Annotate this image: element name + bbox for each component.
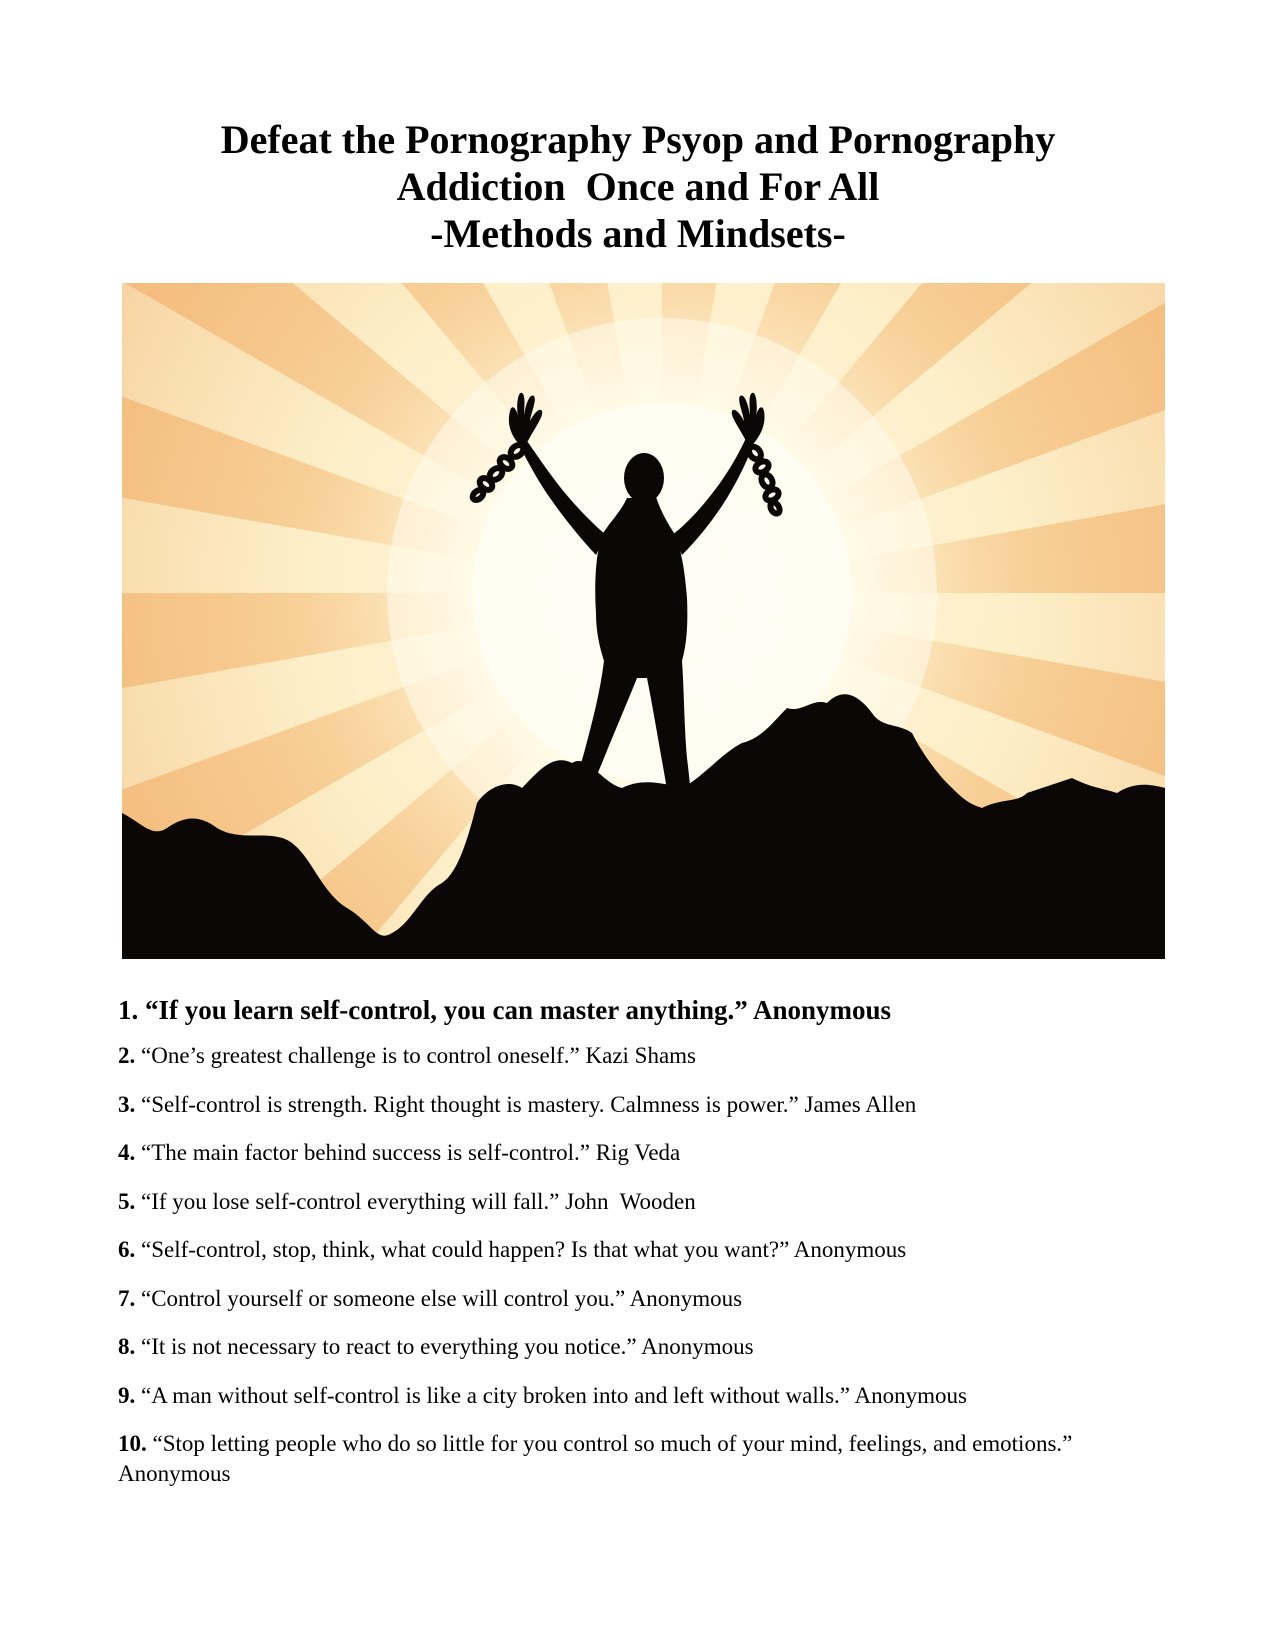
- quote-text: “The main factor behind success is self-control.” Rig Veda: [135, 1140, 681, 1165]
- hero-image: [122, 283, 1165, 959]
- quote-number: 9.: [118, 1382, 136, 1408]
- quote-item-8: [118, 1332, 1178, 1362]
- quote-item-2: [118, 1041, 1178, 1071]
- quote-item-7: [118, 1284, 1178, 1314]
- quote-item-4: [118, 1138, 1178, 1168]
- title-line-3: -Methods and Mindsets-: [430, 211, 846, 256]
- title-line-1: Defeat the Pornography Psyop and Pornography: [220, 117, 1056, 162]
- quote-number: 3.: [118, 1091, 136, 1117]
- quote-item-6: [118, 1235, 1178, 1265]
- quote-item-10: [118, 1429, 1178, 1489]
- quote-number: 10.: [118, 1431, 147, 1456]
- quote-number: 5.: [118, 1188, 136, 1214]
- quotes-list: [118, 994, 1178, 1508]
- quote-item-5: [118, 1187, 1178, 1217]
- quote-item-3: [118, 1090, 1178, 1120]
- quote-item-1: [118, 994, 1178, 1026]
- quote-number: 6.: [118, 1237, 136, 1262]
- page-title: [118, 116, 1158, 257]
- quote-text: “It is not necessary to react to everything you notice.” Anonymous: [135, 1334, 754, 1359]
- quote-number: 4.: [118, 1140, 136, 1165]
- quote-number: 8.: [118, 1334, 136, 1359]
- title-line-2: Addiction Once and For All: [396, 164, 880, 209]
- quote-number: 1.: [118, 995, 139, 1025]
- quote-number: 7.: [118, 1285, 136, 1311]
- silhouette-breaking-chains-icon: [122, 283, 1165, 959]
- quote-item-9: [118, 1381, 1178, 1411]
- quote-text: “Stop letting people who do so little for you control so much of your mind, feelings, and emotions.” Anonymous: [118, 1431, 1077, 1486]
- quote-text: “One’s greatest challenge is to control oneself.” Kazi Shams: [135, 1043, 697, 1068]
- quote-text: “A man without self-control is like a city broken into and left without walls.” Anonymous: [135, 1382, 967, 1408]
- quote-text: “Self-control, stop, think, what could happen? Is that what you want?” Anonymous: [135, 1237, 907, 1262]
- quote-text: “If you learn self-control, you can master anything.” Anonymous: [138, 995, 892, 1025]
- quote-text: “If you lose self-control everything will fall.” John Wooden: [135, 1188, 696, 1214]
- quote-number: 2.: [118, 1043, 136, 1068]
- quote-text: “Control yourself or someone else will control you.” Anonymous: [135, 1285, 743, 1311]
- quote-text: “Self-control is strength. Right thought is mastery. Calmness is power.” James Allen: [135, 1091, 917, 1117]
